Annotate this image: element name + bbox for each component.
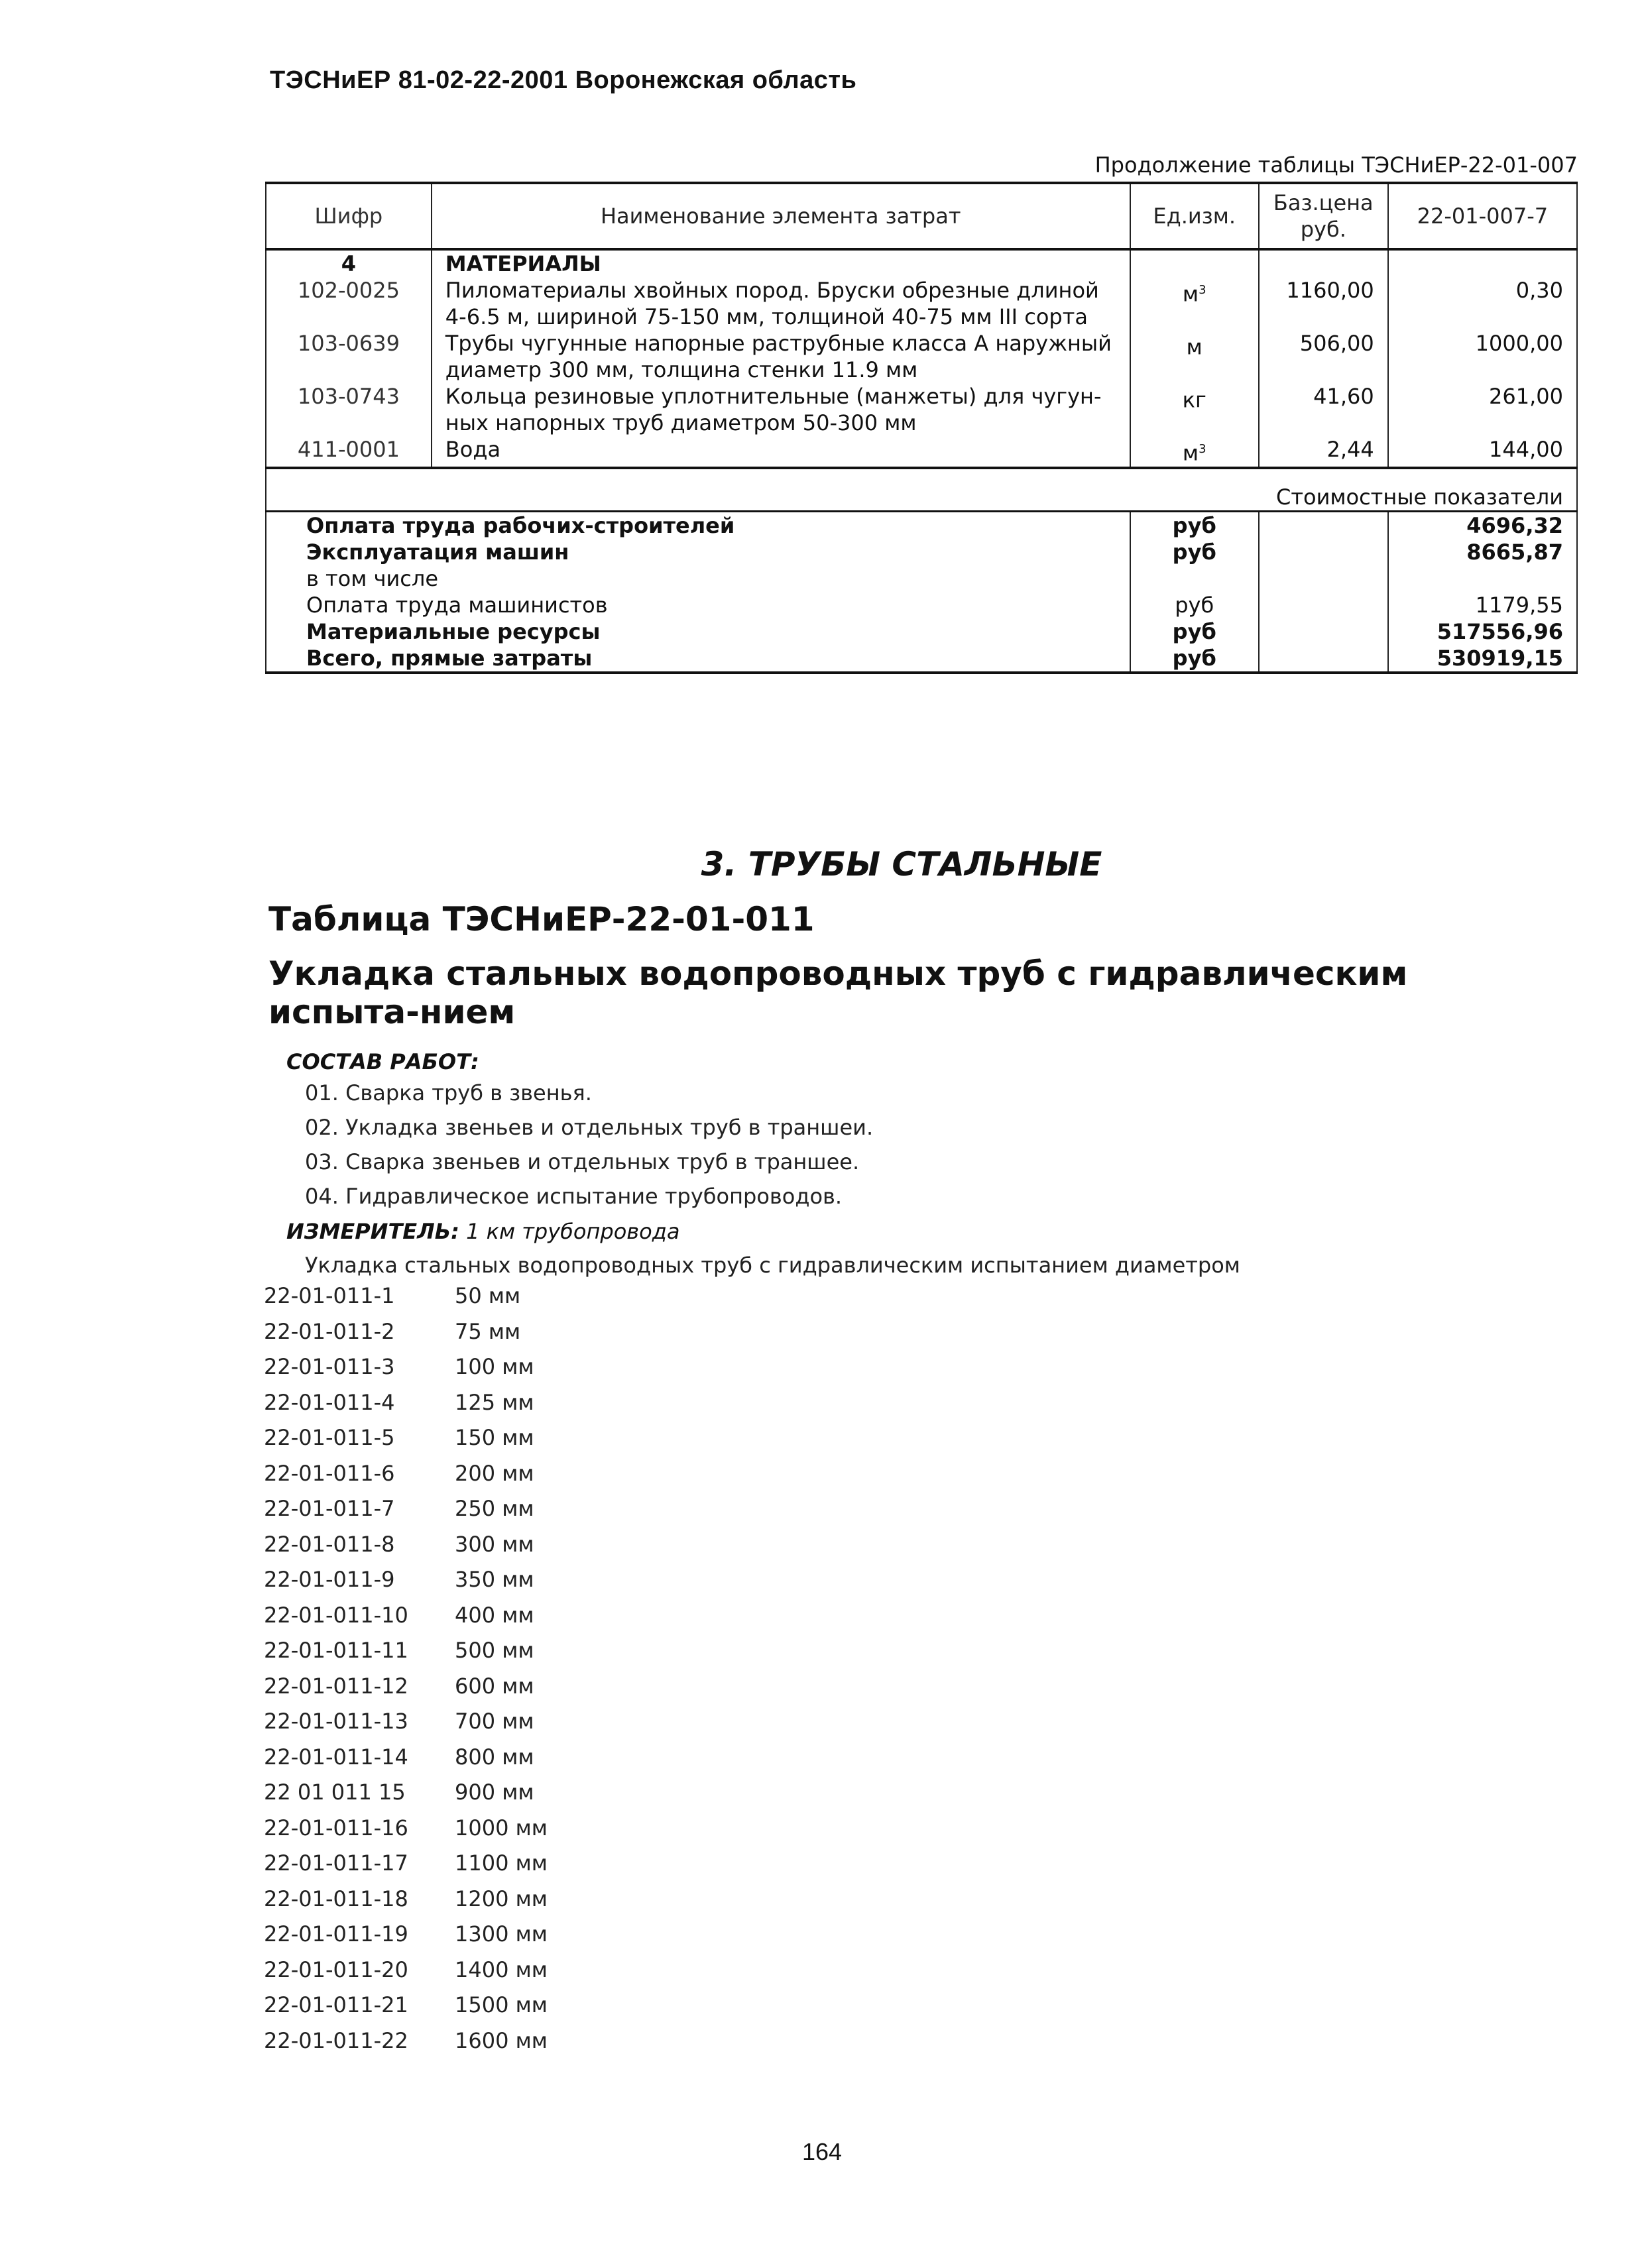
cost-value: 517556,96: [1388, 618, 1577, 645]
item-code: 22 01 011 15: [264, 1780, 406, 1805]
meter-label: ИЗМЕРИТЕЛЬ:: [286, 1219, 459, 1244]
cost-value: [1388, 565, 1577, 592]
item-size: 75 мм: [455, 1318, 521, 1344]
cost-unit: руб: [1130, 592, 1259, 618]
cost-row: [266, 565, 1577, 592]
material-value: 144,00: [1388, 436, 1577, 468]
item-size: 1200 мм: [455, 1886, 548, 1911]
cost-label: в том числе: [266, 565, 1130, 592]
unit-text: м: [1182, 440, 1199, 466]
material-value: 1000,00: [1388, 330, 1577, 383]
cost-empty-cell: [1259, 618, 1388, 645]
material-price: 506,00: [1259, 330, 1388, 383]
cost-empty-cell: [1259, 645, 1388, 673]
cost-value: 4696,32: [1388, 511, 1577, 539]
material-row: [266, 436, 1577, 468]
table-subtitle: Укладка стальных водопроводных труб с гидравлическим испыта-нием: [268, 954, 1408, 1031]
item-code: 22-01-011-9: [264, 1567, 395, 1592]
material-row: [266, 330, 1577, 383]
meter-row: [286, 1219, 679, 1244]
material-unit: [1130, 330, 1259, 383]
item-row: [264, 1425, 548, 1461]
cost-empty-cell: [1259, 592, 1388, 618]
item-size: 500 мм: [455, 1638, 534, 1663]
work-item: 01. Сварка труб в звенья.: [305, 1080, 592, 1106]
separator: [266, 468, 1577, 484]
material-name: Пиломатериалы хвойных пород. Бруски обрезные длиной 4-6.5 м, шириной 75-150 мм, толщиной 40-75 мм III сорта: [432, 277, 1130, 330]
item-code: 22-01-011-20: [264, 1956, 408, 1982]
work-item: 04. Гидравлическое испытание трубопроводов.: [305, 1184, 843, 1209]
cost-table: [265, 182, 1578, 674]
cost-unit: руб: [1130, 511, 1259, 539]
item-size: 100 мм: [455, 1354, 534, 1379]
unit-text: м: [1182, 281, 1199, 307]
item-row: [264, 1567, 548, 1603]
item-row: [264, 1390, 548, 1426]
item-size: 600 мм: [455, 1673, 534, 1699]
material-code: 103-0639: [266, 330, 432, 383]
item-size: 300 мм: [455, 1531, 534, 1557]
meter-value: 1 км трубопровода: [466, 1219, 680, 1244]
material-price: 41,60: [1259, 383, 1388, 436]
unit-text: кг: [1182, 387, 1206, 413]
table-continuation-label: Продолжение таблицы ТЭСНиЕР-22-01-007: [1094, 152, 1578, 178]
item-size: 1600 мм: [455, 2027, 548, 2053]
item-row: [264, 1283, 548, 1319]
cost-unit: [1130, 565, 1259, 592]
item-code: 22-01-011-13: [264, 1709, 408, 1734]
material-unit: [1130, 436, 1259, 468]
item-row: [264, 1603, 548, 1638]
item-row: [264, 1957, 548, 1993]
material-price: 2,44: [1259, 436, 1388, 468]
material-code: 103-0743: [266, 383, 432, 436]
cost-value: 8665,87: [1388, 539, 1577, 565]
col-header-unit: Ед.изм.: [1130, 183, 1259, 249]
cost-label: Оплата труда рабочих-строителей: [266, 511, 1130, 539]
items-list: [264, 1283, 548, 2063]
item-row: [264, 1638, 548, 1673]
item-size: 350 мм: [455, 1567, 534, 1592]
item-code: 22-01-011-18: [264, 1886, 408, 1911]
item-code: 22-01-011-10: [264, 1602, 408, 1628]
item-size: 1100 мм: [455, 1850, 548, 1876]
item-row: [264, 1744, 548, 1780]
item-row: [264, 1815, 548, 1851]
col-header-name: Наименование элемента затрат: [432, 183, 1130, 249]
item-row: [264, 1850, 548, 1886]
item-size: 900 мм: [455, 1780, 534, 1805]
section-code: 4: [266, 249, 432, 277]
item-code: 22-01-011-21: [264, 1992, 408, 2017]
item-row: [264, 1461, 548, 1497]
item-row: [264, 1921, 548, 1957]
cost-row: [266, 511, 1577, 539]
work-item: 02. Укладка звеньев и отдельных труб в траншеи.: [305, 1115, 874, 1140]
page-number: 164: [801, 2138, 843, 2165]
item-code: 22-01-011-5: [264, 1425, 395, 1450]
item-size: 1300 мм: [455, 1921, 548, 1947]
col-header-value: 22-01-007-7: [1388, 183, 1577, 249]
cost-value: 530919,15: [1388, 645, 1577, 673]
cost-empty-cell: [1259, 565, 1388, 592]
cost-row: [266, 618, 1577, 645]
item-code: 22-01-011-6: [264, 1460, 395, 1486]
unit-text: м: [1186, 334, 1203, 360]
item-row: [264, 1673, 548, 1709]
item-row: [264, 1886, 548, 1922]
item-row: [264, 1532, 548, 1567]
cost-unit: руб: [1130, 539, 1259, 565]
material-code: 411-0001: [266, 436, 432, 468]
item-size: 700 мм: [455, 1709, 534, 1734]
cost-label: Материальные ресурсы: [266, 618, 1130, 645]
item-size: 125 мм: [455, 1389, 534, 1415]
document-header: ТЭСНиЕР 81-02-22-2001 Воронежская область: [270, 66, 857, 94]
col-header-price: Баз.цена руб.: [1259, 183, 1388, 249]
item-code: 22-01-011-4: [264, 1389, 395, 1415]
table-title: Таблица ТЭСНиЕР-22-01-011: [268, 900, 815, 938]
item-code: 22-01-011-19: [264, 1921, 408, 1947]
unit-superscript: 3: [1199, 442, 1206, 456]
section-name: МАТЕРИАЛЫ: [432, 249, 1130, 277]
cost-label: Оплата труда машинистов: [266, 592, 1130, 618]
item-size: 50 мм: [455, 1283, 521, 1308]
unit-superscript: 3: [1199, 283, 1206, 297]
item-size: 150 мм: [455, 1425, 534, 1450]
item-size: 250 мм: [455, 1496, 534, 1521]
items-intro: Укладка стальных водопроводных труб с гидравлическим испытанием диаметром: [305, 1253, 1240, 1278]
item-code: 22-01-011-12: [264, 1673, 408, 1699]
material-name: Кольца резиновые уплотнительные (манжеты) для чугун-ных напорных труб диаметром 50-300 мм: [432, 383, 1130, 436]
material-unit: [1130, 383, 1259, 436]
material-name: Вода: [432, 436, 1130, 468]
item-code: 22-01-011-14: [264, 1744, 408, 1770]
cost-value: 1179,55: [1388, 592, 1577, 618]
item-code: 22-01-011-2: [264, 1318, 395, 1344]
item-code: 22-01-011-17: [264, 1850, 408, 1876]
item-row: [264, 2028, 548, 2064]
material-name: Трубы чугунные напорные раструбные класса А наружный диаметр 300 мм, толщина стенки 11.9 мм: [432, 330, 1130, 383]
cost-heading: Стоимостные показатели: [266, 484, 1577, 512]
cost-empty-cell: [1259, 511, 1388, 539]
work-item: 03. Сварка звеньев и отдельных труб в траншее.: [305, 1149, 860, 1174]
material-price: 1160,00: [1259, 277, 1388, 330]
material-row: [266, 277, 1577, 330]
item-row: [264, 1354, 548, 1390]
item-size: 1500 мм: [455, 1992, 548, 2017]
cost-unit: руб: [1130, 618, 1259, 645]
col-header-code: Шифр: [266, 183, 432, 249]
cost-label: Эксплуатация машин: [266, 539, 1130, 565]
item-size: 200 мм: [455, 1460, 534, 1486]
section-title: 3. ТРУБЫ СТАЛЬНЫЕ: [701, 845, 1102, 883]
material-row: [266, 383, 1577, 436]
cost-row: [266, 645, 1577, 673]
item-code: 22-01-011-1: [264, 1283, 395, 1308]
separator-row: [266, 468, 1577, 484]
item-code: 22-01-011-7: [264, 1496, 395, 1521]
cost-unit: руб: [1130, 645, 1259, 673]
item-code: 22-01-011-16: [264, 1815, 408, 1841]
item-row: [264, 1319, 548, 1355]
section-row: [266, 249, 1577, 277]
item-row: [264, 1709, 548, 1744]
item-size: 400 мм: [455, 1602, 534, 1628]
material-value: 261,00: [1388, 383, 1577, 436]
item-row: [264, 1496, 548, 1532]
item-size: 1400 мм: [455, 1956, 548, 1982]
cost-row: [266, 592, 1577, 618]
works-heading: СОСТАВ РАБОТ:: [286, 1049, 479, 1074]
cost-empty-cell: [1259, 539, 1388, 565]
table-header-row: [266, 183, 1577, 249]
cost-heading-row: [266, 484, 1577, 512]
item-code: 22-01-011-11: [264, 1638, 408, 1663]
item-row: [264, 1780, 548, 1815]
item-row: [264, 1992, 548, 2028]
item-code: 22-01-011-8: [264, 1531, 395, 1557]
cost-label: Всего, прямые затраты: [266, 645, 1130, 673]
cost-row: [266, 539, 1577, 565]
item-size: 1000 мм: [455, 1815, 548, 1841]
item-code: 22-01-011-3: [264, 1354, 395, 1379]
material-code: 102-0025: [266, 277, 432, 330]
item-size: 800 мм: [455, 1744, 534, 1770]
material-unit: [1130, 277, 1259, 330]
material-value: 0,30: [1388, 277, 1577, 330]
item-code: 22-01-011-22: [264, 2027, 408, 2053]
